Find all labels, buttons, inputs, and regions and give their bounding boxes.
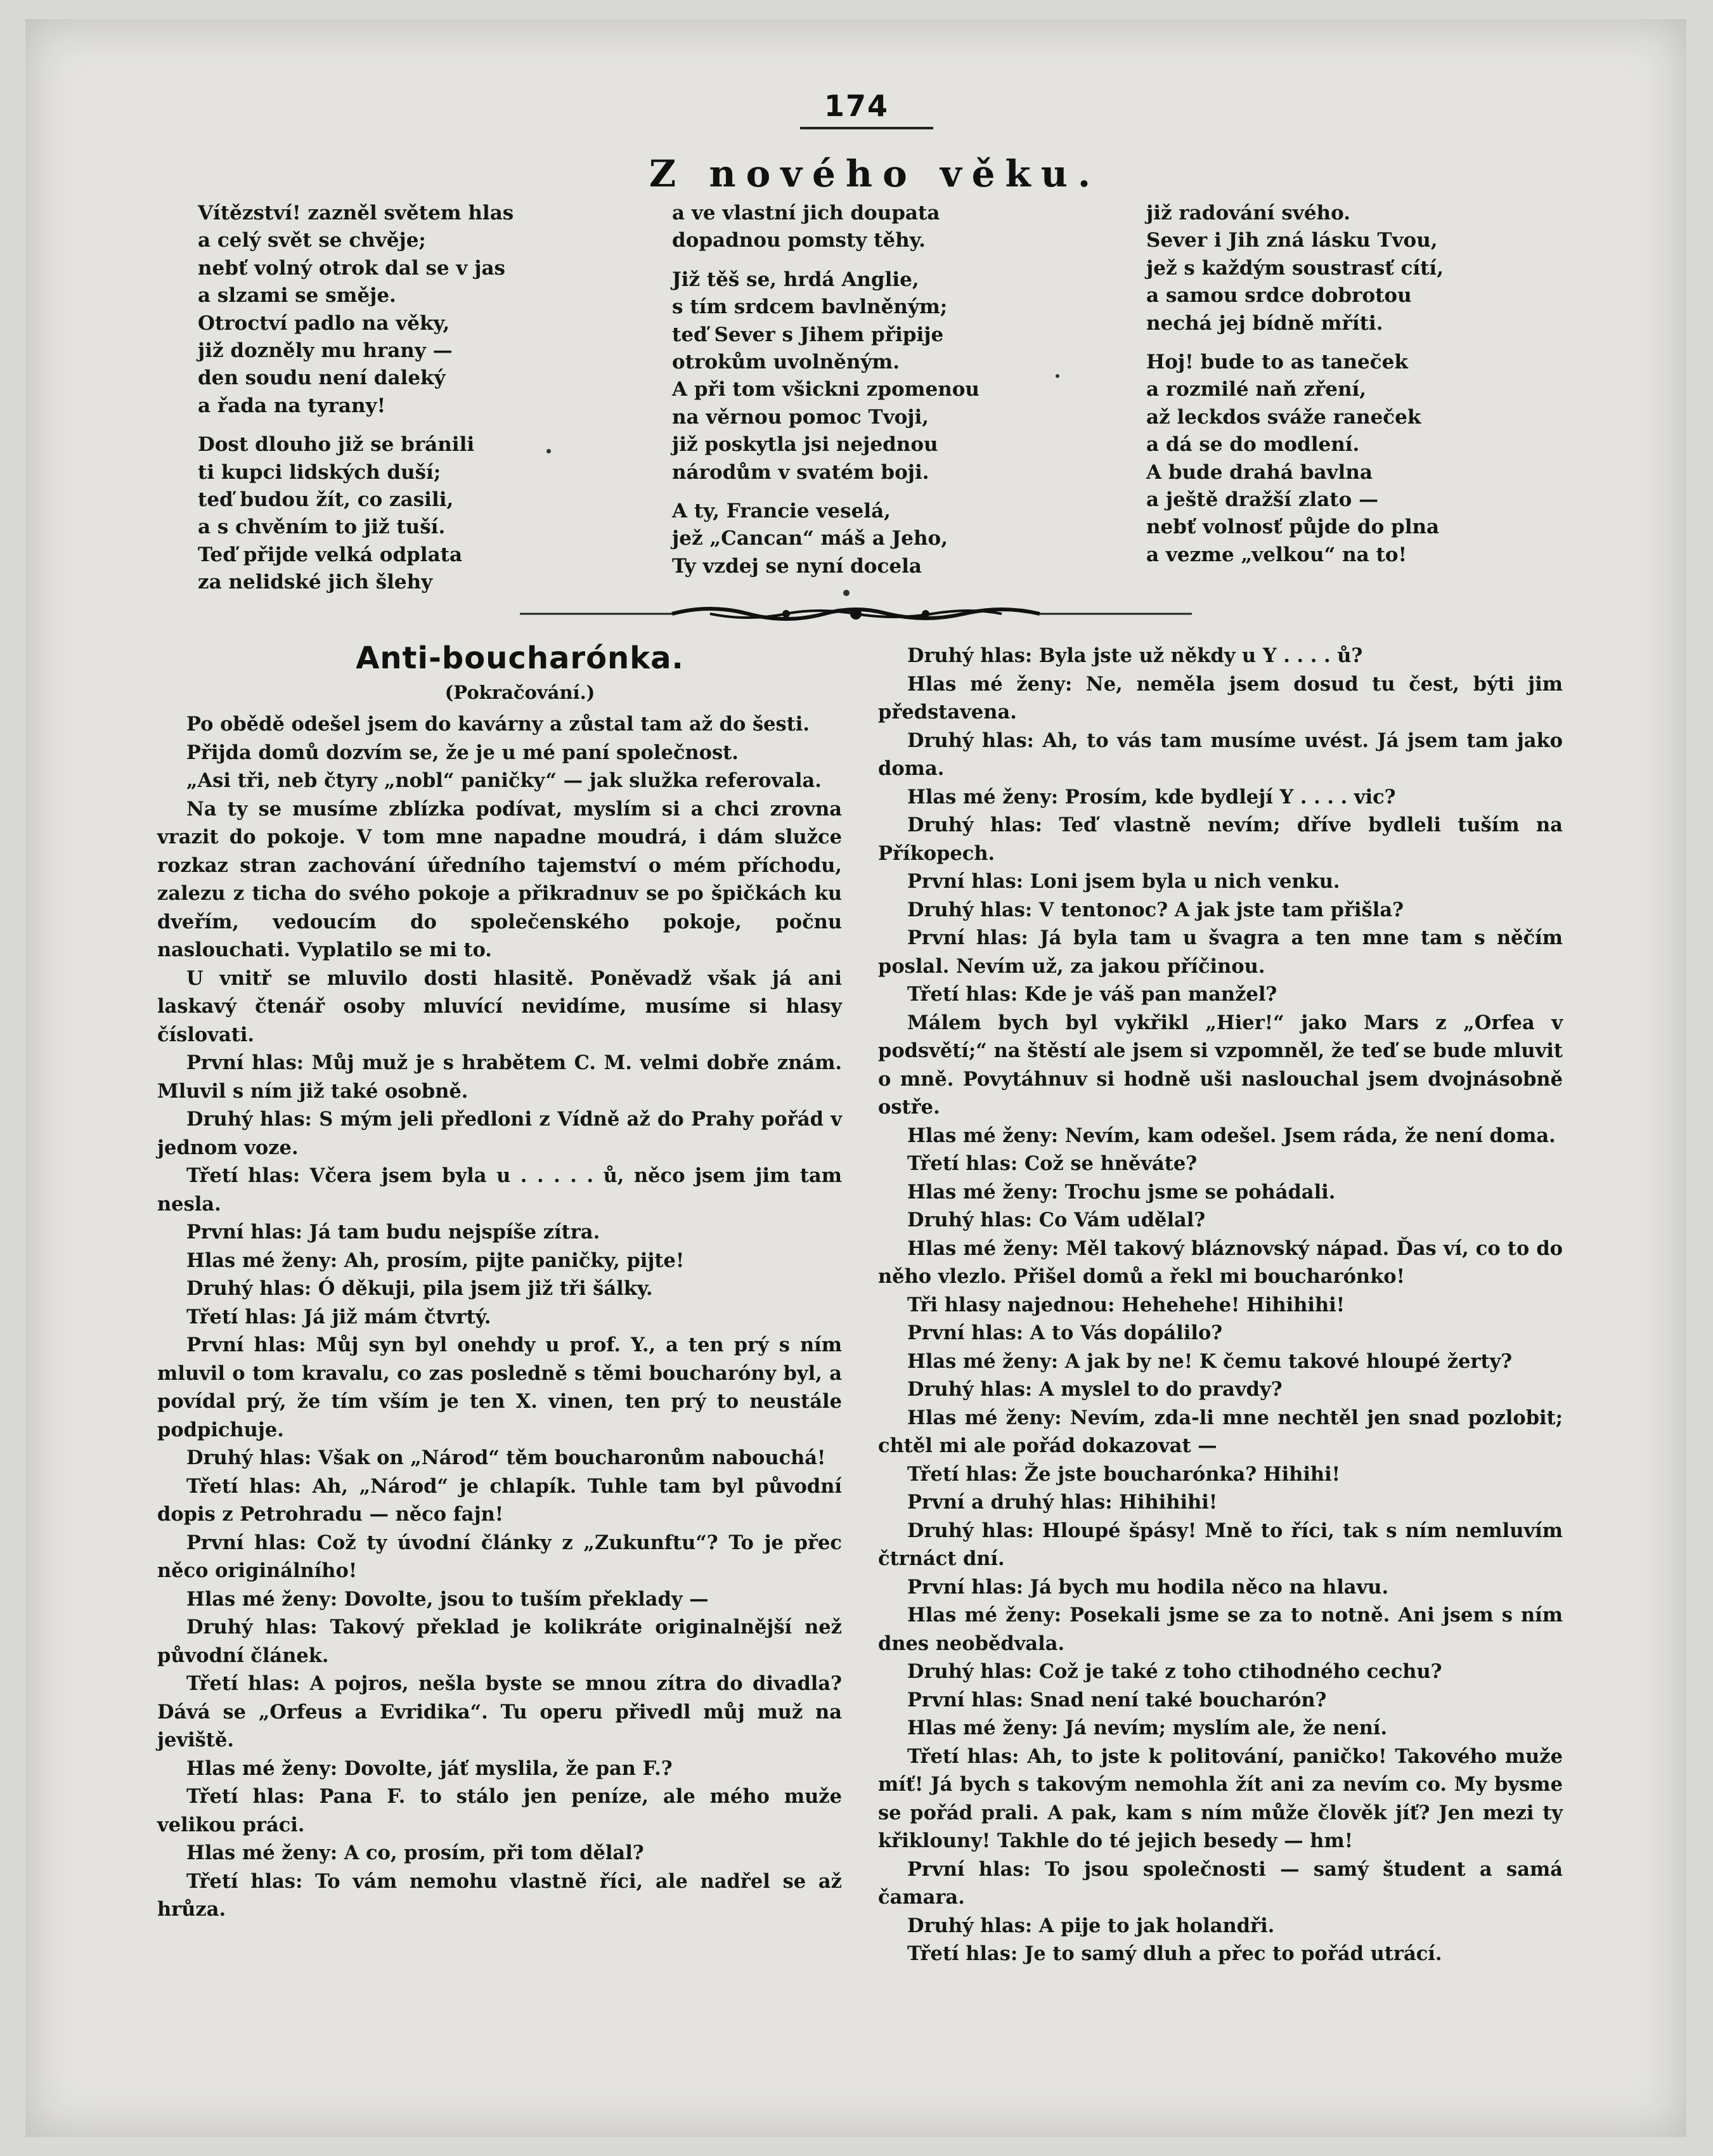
stanza-break: [1146, 337, 1501, 349]
poem-line: a samou srdce dobrotou: [1146, 284, 1412, 308]
story-paragraph: Třetí hlas: Ah, „Národ“ je chlapík. Tuhle tam byl původní dopis z Petrohradu — něco fajn!: [157, 1474, 842, 1526]
story-paragraph: Tři hlasy najednou: Hehehehe! Hihihihi!: [907, 1293, 1345, 1316]
story-paragraph: Třetí hlas: Což se hněváte?: [907, 1152, 1198, 1175]
poem-line: dopadnou pomsty těhy.: [672, 229, 926, 252]
ornamental-divider: [520, 602, 1192, 628]
story-paragraph: Třetí hlas: Včera jsem byla u . . . . . ů, něco jsem jim tam nesla.: [157, 1164, 842, 1216]
story-paragraph: „Asi tři, neb čtyry „nobl“ paničky“ — jak služka referovala.: [186, 769, 822, 792]
story-column-right: [878, 642, 1563, 1968]
story-paragraph: Hlas mé ženy: Měl takový bláznovský nápad. Ďas ví, co to do něho vlezlo. Přišel domů a řekl mi boucharónko!: [878, 1237, 1563, 1288]
poem-line: Vítězství! zazněl světem hlas: [198, 202, 514, 224]
poem-column-1: [198, 200, 553, 597]
story-paragraph: U vnitř se mluvilo dosti hlasitě. Poněvadž však já ani laskavý čtenář osoby mluvící nevidíme, musíme si hlasy číslovati.: [157, 966, 842, 1046]
poem-line: a s chvěním to již tuší.: [198, 516, 446, 539]
story-paragraph: První hlas: Což ty úvodní články z „Zukunftu“? To je přec něco originálního!: [157, 1531, 842, 1582]
story-paragraph: První a druhý hlas: Hihihihi!: [907, 1491, 1218, 1514]
poem-line: ti kupci lidských duší;: [198, 460, 441, 484]
story-paragraph: První hlas: Já bych mu hodila něco na hlavu.: [907, 1575, 1389, 1599]
story-paragraph: První hlas: Já byla tam u švagra a ten mne tam s něčím poslal. Nevím už, za jakou příčinou.: [878, 926, 1563, 978]
poem-title: Z nového věku.: [649, 152, 1101, 195]
story-paragraph: První hlas: To jsou společnosti — samý študent a samá čamara.: [878, 1857, 1563, 1909]
stanza-break: [672, 255, 1027, 266]
story-paragraph: Přijda domů dozvím se, že je u mé paní společnost.: [186, 741, 739, 764]
poem-line: A při tom všickni zpomenou: [672, 378, 979, 401]
story-paragraph: Druhý hlas: Což je také z toho ctihodného cechu?: [907, 1660, 1442, 1683]
story-paragraph: Třetí hlas: Ah, to jste k politování, paničko! Takového muže míť! Já bych s takovým nemohla žít ani za nevím co. My bysme se pořád prali. A pak, kam s ním může člověk jíť? Jen mezi ty křiklouny! Takhle do té jejich besedy — hm!: [878, 1744, 1563, 1852]
poem-line: Otroctví padlo na věky,: [198, 311, 450, 335]
story-paragraph: Druhý hlas: Ó děkuji, pila jsem již tři šálky.: [186, 1277, 653, 1300]
poem-line: a rozmilé naň zření,: [1146, 378, 1367, 401]
poem-line: teď budou žít, co zasili,: [198, 488, 454, 512]
story-paragraph: Hlas mé ženy: Trochu jsme se pohádali.: [907, 1180, 1336, 1204]
story-paragraph: Třetí hlas: Pana F. to stálo jen peníze, ale mého muže velikou práci.: [157, 1785, 842, 1836]
story-paragraph: Hlas mé ženy: Ne, neměla jsem dosud tu čest, býti jim představena.: [878, 672, 1563, 724]
story-paragraph: Hlas mé ženy: Nevím, kam odešel. Jsem ráda, že není doma.: [907, 1124, 1556, 1147]
poem-line: Hoj! bude to as tanec̆ek: [1146, 351, 1408, 374]
poem-line: A bude drahá bavlna: [1146, 460, 1373, 484]
poem-line: a celý svět se chvěje;: [198, 229, 426, 252]
story-paragraph: Hlas mé ženy: Dovolte, jsou to tuším překlady —: [186, 1587, 709, 1611]
story-paragraph: Hlas mé ženy: Dovolte, jáť myslila, že pan F.?: [186, 1757, 673, 1780]
poem-line: za nelidské jich šlehy: [198, 571, 433, 594]
story-paragraph: Hlas mé ženy: A co, prosím, při tom dělal?: [186, 1841, 644, 1864]
poem-line: Již těš se, hrdá Anglie,: [672, 268, 919, 291]
story-paragraph: Druhý hlas: S mým jeli předloni z Vídně až do Prahy pořád v jednom voze.: [157, 1108, 842, 1159]
story-paragraph: Druhý hlas: Ah, to vás tam musíme uvést. Já jsem tam jako doma.: [878, 729, 1563, 780]
poem-line: Sever i Jih zná lásku Tvou,: [1146, 229, 1438, 252]
poem-line: nechá jej bídně mříti.: [1146, 311, 1383, 335]
poem-line: jež „Cancan“ máš a Jeho,: [672, 527, 948, 550]
story-paragraph: Hlas mé ženy: Prosím, kde bydlejí Y . . . . vic?: [907, 785, 1396, 808]
story-paragraph: Druhý hlas: Však on „Národ“ těm boucharonům nabouchá!: [186, 1446, 826, 1469]
story-paragraph: Třetí hlas: Že jste boucharónka? Hihihi!: [907, 1462, 1341, 1486]
story-paragraph: Hlas mé ženy: Já nevím; myslím ale, že není.: [907, 1717, 1388, 1739]
story-paragraph: První hlas: Snad není také boucharón?: [907, 1688, 1327, 1711]
story-paragraph: Hlas mé ženy: A jak by ne! K čemu takové hloupé žerty?: [907, 1349, 1513, 1373]
story-column-left: [157, 710, 842, 1924]
poem-line: jež s každým soustrasť cítí,: [1146, 256, 1444, 280]
story-title: Anti-boucharónka.: [356, 640, 684, 676]
ink-spot: [843, 590, 850, 596]
story-paragraph: Třetí hlas: Je to samý dluh a přec to pořád utrácí.: [907, 1942, 1442, 1965]
page-number: 174: [824, 89, 889, 123]
story-paragraph: Hlas mé ženy: Ah, prosím, pijte paničky, pijte!: [186, 1249, 685, 1272]
poem-line: a slzami se směje.: [198, 284, 396, 308]
stanza-break: [198, 420, 553, 431]
story-paragraph: Druhý hlas: A pije to jak holandři.: [907, 1914, 1275, 1937]
story-paragraph: Druhý hlas: A myslel to do pravdy?: [907, 1378, 1283, 1401]
poem-line: Teď přijde velká odplata: [198, 543, 463, 566]
story-paragraph: Druhý hlas: Takový překlad je kolikráte originalnější než původní článek.: [157, 1616, 842, 1667]
poem-line: až leckdos sváže raneček: [1146, 405, 1421, 429]
poem-line: již poskytla jsi nejednou: [672, 433, 938, 457]
story-paragraph: První hlas: Můj syn byl onehdy u prof. Y., a ten prý s ním mluvil o tom kravalu, co zas posledně s těmi boucharóny byl, a povídal prý, že tím vším je ten X. vinen, ten prý to neustále podpichuje.: [157, 1334, 842, 1441]
poem-line: nebť volný otrok dal se v jas: [198, 256, 505, 280]
story-paragraph: Hlas mé ženy: Posekali jsme se za to notně. Ani jsem s ním dnes neobědvala.: [878, 1604, 1563, 1655]
poem-line: a ve vlastní jich doupata: [672, 202, 940, 224]
poem-line: s tím srdcem bavlněným;: [672, 295, 948, 319]
ink-spot: [1056, 374, 1059, 378]
story-paragraph: Třetí hlas: Já již mám čtvrtý.: [186, 1305, 491, 1328]
poem-line: teď Sever s Jihem připije: [672, 323, 944, 346]
story-paragraph: Třetí hlas: A pojros, nešla byste se mnou zítra do divadla? Dává se „Orfeus a Evridika“. Tu operu přivedl můj muž na jeviště.: [157, 1672, 842, 1751]
story-paragraph: Málem bych byl vykřikl „Hier!“ jako Mars z „Orfea v podsvětí;“ na štěstí ale jsem si vzpomněl, že teď se bude mluvit o mně. Povytáhnuv si hodně uši naslouchal jsem dvojnásobně ostře.: [878, 1011, 1563, 1119]
poem-line: na věrnou pomoc Tvoji,: [672, 405, 929, 429]
poem-line: nebť volnosť půjde do plna: [1146, 516, 1440, 539]
story-paragraph: Druhý hlas: Hloupé špásy! Mně to říci, tak s ním nemluvím čtrnáct dní.: [878, 1519, 1563, 1570]
story-paragraph: Třetí hlas: To vám nemohu vlastně říci, ale nadřel se až hrůza.: [157, 1869, 842, 1921]
page-number-rule: [800, 127, 933, 129]
poem-line: Ty vzdej se nyní docela: [672, 554, 922, 578]
story-paragraph: Druhý hlas: V tentonoc? A jak jste tam přišla?: [907, 898, 1404, 921]
story-paragraph: První hlas: Můj muž je s hrabětem C. M. velmi dobře znám. Mluvil s ním již také osobně.: [157, 1051, 842, 1103]
poem-line: již radování svého.: [1146, 202, 1351, 224]
story-paragraph: První hlas: Loni jsem byla u nich venku.: [907, 870, 1340, 893]
poem-line: a vezme „velkou“ na to!: [1146, 543, 1407, 566]
story-subtitle: (Pokračování.): [444, 682, 595, 703]
story-paragraph: Hlas mé ženy: Nevím, zda-li mne nechtěl jen snad pozlobit; chtěl mi ale pořád dokazovat —: [878, 1406, 1563, 1457]
poem-line: a dá se do modlení.: [1146, 433, 1360, 457]
poem-line: A ty, Francie veselá,: [672, 500, 891, 523]
story-paragraph: Třetí hlas: Kde je váš pan manžel?: [907, 983, 1277, 1006]
story-paragraph: Na ty se musíme zblízka podívat, myslím si a chci zrovna vrazit do pokoje. V tom mne napadne moudrá, i dám služce rozkaz stran zachování úředního tajemství o mém příchodu, zalezu z ticha do svého pokoje a přikradnuv se po špičkách ku dveřím, vedoucím do společenského pokoje, počnu naslouchati. Vyplatilo se mi to.: [157, 797, 842, 961]
poem-line: a ještě dražší zlato —: [1146, 488, 1379, 512]
story-paragraph: První hlas: Já tam budu nejspíše zítra.: [186, 1221, 600, 1244]
poem-column-2: [672, 200, 1027, 580]
poem-line: den soudu není daleký: [198, 367, 446, 390]
story-paragraph: První hlas: A to Vás dopálilo?: [907, 1322, 1223, 1344]
poem-line: Dost dlouho již se bránili: [198, 433, 475, 457]
poem-line: již dozněly mu hrany —: [198, 339, 453, 363]
story-paragraph: Druhý hlas: Teď vlastně nevím; dříve bydleli tuším na Příkopech.: [878, 814, 1563, 865]
poem-column-3: [1146, 200, 1501, 569]
story-paragraph: Druhý hlas: Co Vám udělal?: [907, 1209, 1206, 1231]
story-paragraph: Druhý hlas: Byla jste už někdy u Y . . . . ů?: [907, 644, 1363, 667]
ink-spot: [546, 449, 551, 453]
story-paragraph: Po obědě odešel jsem do kavárny a zůstal tam až do šesti.: [186, 713, 810, 736]
poem-line: otrokům uvolněným.: [672, 351, 900, 374]
stanza-break: [672, 486, 1027, 498]
poem-line: národům v svatém boji.: [672, 460, 929, 484]
poem-line: a řada na tyrany!: [198, 394, 386, 417]
